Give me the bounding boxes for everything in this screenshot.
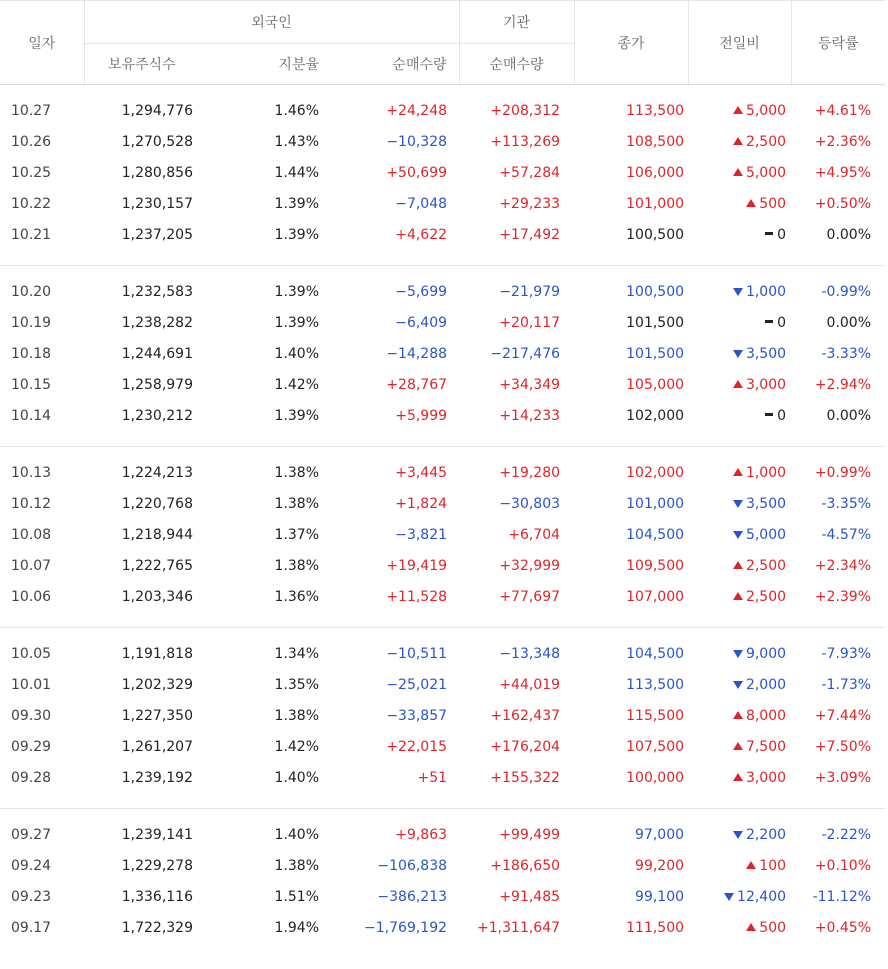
table-row — [0, 400, 885, 431]
rate-cell: +3.09% — [814, 769, 872, 786]
ratio-cell: 1.40% — [274, 769, 319, 786]
up-triangle-icon — [746, 199, 756, 207]
rate-cell: +2.39% — [814, 588, 872, 605]
table-row — [0, 912, 885, 943]
foreign-net-cell: −33,857 — [386, 707, 448, 724]
change-cell — [688, 307, 791, 338]
date-cell: 10.14 — [11, 407, 52, 424]
foreign-net-cell: +3,445 — [395, 464, 448, 481]
date-cell: 09.30 — [11, 707, 52, 724]
holdings-cell: 1,258,979 — [121, 376, 193, 393]
close-cell: 99,100 — [635, 888, 685, 905]
change-value: 1,000 — [745, 464, 787, 481]
inst-net-cell: +20,117 — [499, 314, 561, 331]
table-row — [0, 157, 885, 188]
date-cell: 10.25 — [11, 164, 52, 181]
close-cell: 105,000 — [626, 376, 685, 393]
change-value: 500 — [759, 195, 787, 212]
change-cell — [688, 669, 791, 700]
change-cell — [688, 400, 791, 431]
inst-net-cell: +1,311,647 — [477, 919, 561, 936]
up-triangle-icon — [746, 861, 756, 869]
table-row — [0, 731, 885, 762]
rate-cell: +0.45% — [814, 919, 872, 936]
inst-net-cell: +17,492 — [499, 226, 561, 243]
date-cell: 10.26 — [11, 133, 52, 150]
rate-cell: 0.00% — [826, 314, 872, 331]
ratio-cell: 1.38% — [274, 495, 319, 512]
change-cell — [688, 488, 791, 519]
change-cell — [688, 881, 791, 912]
ratio-cell: 1.35% — [274, 676, 319, 693]
foreign-net-cell: +24,248 — [386, 102, 448, 119]
rate-cell: -1.73% — [821, 676, 872, 693]
change-cell — [688, 157, 791, 188]
ratio-cell: 1.39% — [274, 407, 319, 424]
inst-net-cell: −13,348 — [499, 645, 561, 662]
close-cell: 102,000 — [626, 464, 685, 481]
rate-cell: +0.10% — [814, 857, 872, 874]
holdings-cell: 1,203,346 — [121, 588, 193, 605]
change-value: 2,500 — [745, 557, 787, 574]
down-triangle-icon — [724, 893, 734, 901]
inst-net-cell: −30,803 — [499, 495, 561, 512]
foreign-net-cell: −7,048 — [395, 195, 448, 212]
change-value: 2,500 — [745, 588, 787, 605]
close-cell: 101,500 — [626, 345, 685, 362]
change-value: 2,500 — [745, 133, 787, 150]
change-value: 0 — [777, 226, 787, 243]
ratio-cell: 1.39% — [274, 283, 319, 300]
inst-net-cell: −21,979 — [499, 283, 561, 300]
date-cell: 09.24 — [11, 857, 52, 874]
holdings-cell: 1,218,944 — [121, 526, 193, 543]
foreign-net-cell: +50,699 — [386, 164, 448, 181]
ratio-cell: 1.42% — [274, 376, 319, 393]
table-row — [0, 669, 885, 700]
inst-net-cell: +113,269 — [490, 133, 561, 150]
date-cell: 09.23 — [11, 888, 52, 905]
date-cell: 10.13 — [11, 464, 52, 481]
inst-net-cell: +186,650 — [490, 857, 561, 874]
flat-dash-icon — [765, 320, 773, 323]
change-value: 5,000 — [745, 102, 787, 119]
holdings-cell: 1,229,278 — [121, 857, 193, 874]
ratio-cell: 1.44% — [274, 164, 319, 181]
flat-dash-icon — [765, 413, 773, 416]
divider-cell — [0, 793, 885, 809]
inst-net-cell: −217,476 — [490, 345, 561, 362]
foreign-net-cell: +51 — [417, 769, 448, 786]
date-cell: 10.27 — [11, 102, 52, 119]
ratio-cell: 1.40% — [274, 826, 319, 843]
change-value: 100 — [759, 857, 787, 874]
close-cell: 108,500 — [626, 133, 685, 150]
close-cell: 107,500 — [626, 738, 685, 755]
change-value: 5,000 — [745, 526, 787, 543]
close-cell: 113,500 — [626, 102, 685, 119]
up-triangle-icon — [733, 592, 743, 600]
date-cell: 09.29 — [11, 738, 52, 755]
change-value: 8,000 — [745, 707, 787, 724]
close-cell: 101,000 — [626, 495, 685, 512]
close-cell: 107,000 — [626, 588, 685, 605]
rate-cell: -3.33% — [821, 345, 872, 362]
holdings-cell: 1,722,329 — [121, 919, 193, 936]
holdings-cell: 1,261,207 — [121, 738, 193, 755]
holdings-cell: 1,222,765 — [121, 557, 193, 574]
date-cell: 10.19 — [11, 314, 52, 331]
change-cell — [688, 266, 791, 308]
change-value: 1,000 — [745, 283, 787, 300]
holdings-cell: 1,270,528 — [121, 133, 193, 150]
foreign-net-cell: −1,769,192 — [364, 919, 448, 936]
change-cell — [688, 369, 791, 400]
foreign-net-cell: −14,288 — [386, 345, 448, 362]
rate-cell: +7.44% — [814, 707, 872, 724]
table-row — [0, 219, 885, 250]
foreign-net-cell: −6,409 — [395, 314, 448, 331]
up-triangle-icon — [733, 137, 743, 145]
group-divider — [0, 793, 885, 809]
change-cell — [688, 219, 791, 250]
table-row — [0, 581, 885, 612]
rate-cell: +0.50% — [814, 195, 872, 212]
header-date: 일자 — [0, 1, 84, 85]
close-cell: 97,000 — [635, 826, 685, 843]
date-cell: 10.05 — [11, 645, 52, 662]
foreign-net-cell: −3,821 — [395, 526, 448, 543]
ratio-cell: 1.34% — [274, 645, 319, 662]
holdings-cell: 1,237,205 — [121, 226, 193, 243]
up-triangle-icon — [733, 168, 743, 176]
table-row — [0, 188, 885, 219]
close-cell: 101,500 — [626, 314, 685, 331]
ratio-cell: 1.38% — [274, 464, 319, 481]
foreign-net-cell: +19,419 — [386, 557, 448, 574]
flat-dash-icon — [765, 232, 773, 235]
close-cell: 111,500 — [626, 919, 685, 936]
ratio-cell: 1.39% — [274, 195, 319, 212]
up-triangle-icon — [733, 773, 743, 781]
inst-net-cell: +208,312 — [490, 102, 561, 119]
table-row — [0, 762, 885, 793]
close-cell: 99,200 — [635, 857, 685, 874]
close-cell: 102,000 — [626, 407, 685, 424]
foreign-net-cell: −10,511 — [386, 645, 448, 662]
holdings-cell: 1,280,856 — [121, 164, 193, 181]
change-cell — [688, 338, 791, 369]
header-foreign-net: 순매수량 — [324, 44, 459, 85]
foreign-net-cell: +9,863 — [395, 826, 448, 843]
close-cell: 100,500 — [626, 283, 685, 300]
rate-cell: -7.93% — [821, 645, 872, 662]
date-cell: 10.15 — [11, 376, 52, 393]
holdings-cell: 1,191,818 — [121, 645, 193, 662]
inst-net-cell: +32,999 — [499, 557, 561, 574]
close-cell: 113,500 — [626, 676, 685, 693]
change-value: 9,000 — [745, 645, 787, 662]
change-value: 3,500 — [745, 495, 787, 512]
ratio-cell: 1.42% — [274, 738, 319, 755]
table-row — [0, 881, 885, 912]
holdings-cell: 1,232,583 — [121, 283, 193, 300]
close-cell: 104,500 — [626, 645, 685, 662]
table-row — [0, 550, 885, 581]
change-value: 2,200 — [745, 826, 787, 843]
close-cell: 100,500 — [626, 226, 685, 243]
foreign-net-cell: +1,824 — [395, 495, 448, 512]
foreign-net-cell: +4,622 — [395, 226, 448, 243]
table-row — [0, 809, 885, 851]
inst-net-cell: +44,019 — [499, 676, 561, 693]
change-value: 7,500 — [745, 738, 787, 755]
inst-net-cell: +162,437 — [490, 707, 561, 724]
rate-cell: 0.00% — [826, 226, 872, 243]
header-rate: 등락률 — [791, 1, 885, 85]
group-divider — [0, 612, 885, 628]
date-cell: 10.01 — [11, 676, 52, 693]
inst-net-cell: +176,204 — [490, 738, 561, 755]
change-value: 500 — [759, 919, 787, 936]
change-cell — [688, 85, 791, 127]
change-cell — [688, 628, 791, 670]
foreign-net-cell: +5,999 — [395, 407, 448, 424]
up-triangle-icon — [733, 711, 743, 719]
table-row — [0, 700, 885, 731]
change-value: 2,000 — [745, 676, 787, 693]
change-cell — [688, 700, 791, 731]
holdings-cell: 1,202,329 — [121, 676, 193, 693]
change-cell — [688, 809, 791, 851]
table-row — [0, 519, 885, 550]
date-cell: 10.06 — [11, 588, 52, 605]
up-triangle-icon — [746, 923, 756, 931]
date-cell: 10.18 — [11, 345, 52, 362]
close-cell: 100,000 — [626, 769, 685, 786]
change-value: 5,000 — [745, 164, 787, 181]
change-value: 3,500 — [745, 345, 787, 362]
header-ratio: 지분율 — [199, 44, 324, 85]
ratio-cell: 1.38% — [274, 857, 319, 874]
change-cell — [688, 519, 791, 550]
rate-cell: -3.35% — [821, 495, 872, 512]
change-cell — [688, 912, 791, 943]
inst-net-cell: +155,322 — [490, 769, 561, 786]
holdings-cell: 1,336,116 — [121, 888, 193, 905]
ratio-cell: 1.38% — [274, 557, 319, 574]
table-row — [0, 338, 885, 369]
up-triangle-icon — [733, 561, 743, 569]
table-row — [0, 126, 885, 157]
ratio-cell: 1.94% — [274, 919, 319, 936]
ratio-cell: 1.40% — [274, 345, 319, 362]
header-inst-net: 순매수량 — [459, 44, 574, 85]
down-triangle-icon — [733, 500, 743, 508]
rate-cell: +4.95% — [814, 164, 872, 181]
change-cell — [688, 550, 791, 581]
foreign-net-cell: +28,767 — [386, 376, 448, 393]
down-triangle-icon — [733, 650, 743, 658]
date-cell: 10.20 — [11, 283, 52, 300]
date-cell: 09.27 — [11, 826, 52, 843]
rate-cell: +2.94% — [814, 376, 872, 393]
foreign-net-cell: −386,213 — [377, 888, 448, 905]
table-row — [0, 369, 885, 400]
inst-net-cell: +6,704 — [508, 526, 561, 543]
change-value: 3,000 — [745, 376, 787, 393]
date-cell: 10.08 — [11, 526, 52, 543]
foreign-net-cell: −10,328 — [386, 133, 448, 150]
down-triangle-icon — [733, 681, 743, 689]
inst-net-cell: +29,233 — [499, 195, 561, 212]
change-value: 0 — [777, 314, 787, 331]
ratio-cell: 1.43% — [274, 133, 319, 150]
change-cell — [688, 126, 791, 157]
rate-cell: -4.57% — [821, 526, 872, 543]
table-row — [0, 850, 885, 881]
holdings-cell: 1,238,282 — [121, 314, 193, 331]
rate-cell: +4.61% — [814, 102, 872, 119]
header-close: 종가 — [574, 1, 688, 85]
up-triangle-icon — [733, 106, 743, 114]
foreign-net-cell: −25,021 — [386, 676, 448, 693]
change-cell — [688, 850, 791, 881]
ratio-cell: 1.51% — [274, 888, 319, 905]
foreign-net-cell: +22,015 — [386, 738, 448, 755]
ratio-cell: 1.37% — [274, 526, 319, 543]
foreign-net-cell: −5,699 — [395, 283, 448, 300]
foreign-net-cell: −106,838 — [377, 857, 448, 874]
close-cell: 115,500 — [626, 707, 685, 724]
close-cell: 106,000 — [626, 164, 685, 181]
date-cell: 09.17 — [11, 919, 52, 936]
change-cell — [688, 762, 791, 793]
group-divider — [0, 431, 885, 447]
inst-net-cell: +99,499 — [499, 826, 561, 843]
holdings-cell: 1,244,691 — [121, 345, 193, 362]
holdings-cell: 1,227,350 — [121, 707, 193, 724]
change-cell — [688, 731, 791, 762]
header-foreign: 외국인 — [84, 1, 459, 44]
group-divider — [0, 250, 885, 266]
down-triangle-icon — [733, 531, 743, 539]
inst-net-cell: +77,697 — [499, 588, 561, 605]
table-row — [0, 85, 885, 127]
close-cell: 104,500 — [626, 526, 685, 543]
rate-cell: -11.12% — [812, 888, 872, 905]
divider-cell — [0, 612, 885, 628]
change-value: 0 — [777, 407, 787, 424]
table-row — [0, 266, 885, 308]
date-cell: 10.22 — [11, 195, 52, 212]
change-cell — [688, 581, 791, 612]
change-cell — [688, 447, 791, 489]
holdings-cell: 1,230,212 — [121, 407, 193, 424]
ratio-cell: 1.46% — [274, 102, 319, 119]
up-triangle-icon — [733, 468, 743, 476]
inst-net-cell: +57,284 — [499, 164, 561, 181]
table-body — [0, 85, 885, 944]
down-triangle-icon — [733, 288, 743, 296]
foreign-net-cell: +11,528 — [386, 588, 448, 605]
down-triangle-icon — [733, 831, 743, 839]
inst-net-cell: +19,280 — [499, 464, 561, 481]
holdings-cell: 1,224,213 — [121, 464, 193, 481]
date-cell: 10.12 — [11, 495, 52, 512]
ratio-cell: 1.39% — [274, 314, 319, 331]
down-triangle-icon — [733, 350, 743, 358]
change-cell — [688, 188, 791, 219]
rate-cell: +7.50% — [814, 738, 872, 755]
close-cell: 109,500 — [626, 557, 685, 574]
change-value: 3,000 — [745, 769, 787, 786]
date-cell: 10.07 — [11, 557, 52, 574]
table-row — [0, 628, 885, 670]
rate-cell: -0.99% — [821, 283, 872, 300]
ratio-cell: 1.38% — [274, 707, 319, 724]
inst-net-cell: +14,233 — [499, 407, 561, 424]
table-row — [0, 307, 885, 338]
date-cell: 09.28 — [11, 769, 52, 786]
date-cell: 10.21 — [11, 226, 52, 243]
holdings-cell: 1,239,192 — [121, 769, 193, 786]
up-triangle-icon — [733, 380, 743, 388]
holdings-cell: 1,294,776 — [121, 102, 193, 119]
rate-cell: +2.34% — [814, 557, 872, 574]
rate-cell: -2.22% — [821, 826, 872, 843]
table-row — [0, 488, 885, 519]
holdings-cell: 1,239,141 — [121, 826, 193, 843]
header-institution: 기관 — [459, 1, 574, 44]
divider-cell — [0, 250, 885, 266]
close-cell: 101,000 — [626, 195, 685, 212]
ratio-cell: 1.39% — [274, 226, 319, 243]
inst-net-cell: +34,349 — [499, 376, 561, 393]
rate-cell: 0.00% — [826, 407, 872, 424]
rate-cell: +2.36% — [814, 133, 872, 150]
rate-cell: +0.99% — [814, 464, 872, 481]
header-change: 전일비 — [688, 1, 791, 85]
header-holdings: 보유주식수 — [84, 44, 199, 85]
change-value: 12,400 — [737, 888, 787, 905]
holdings-cell: 1,220,768 — [121, 495, 193, 512]
divider-cell — [0, 431, 885, 447]
holdings-cell: 1,230,157 — [121, 195, 193, 212]
ratio-cell: 1.36% — [274, 588, 319, 605]
inst-net-cell: +91,485 — [499, 888, 561, 905]
table-row — [0, 447, 885, 489]
up-triangle-icon — [733, 742, 743, 750]
